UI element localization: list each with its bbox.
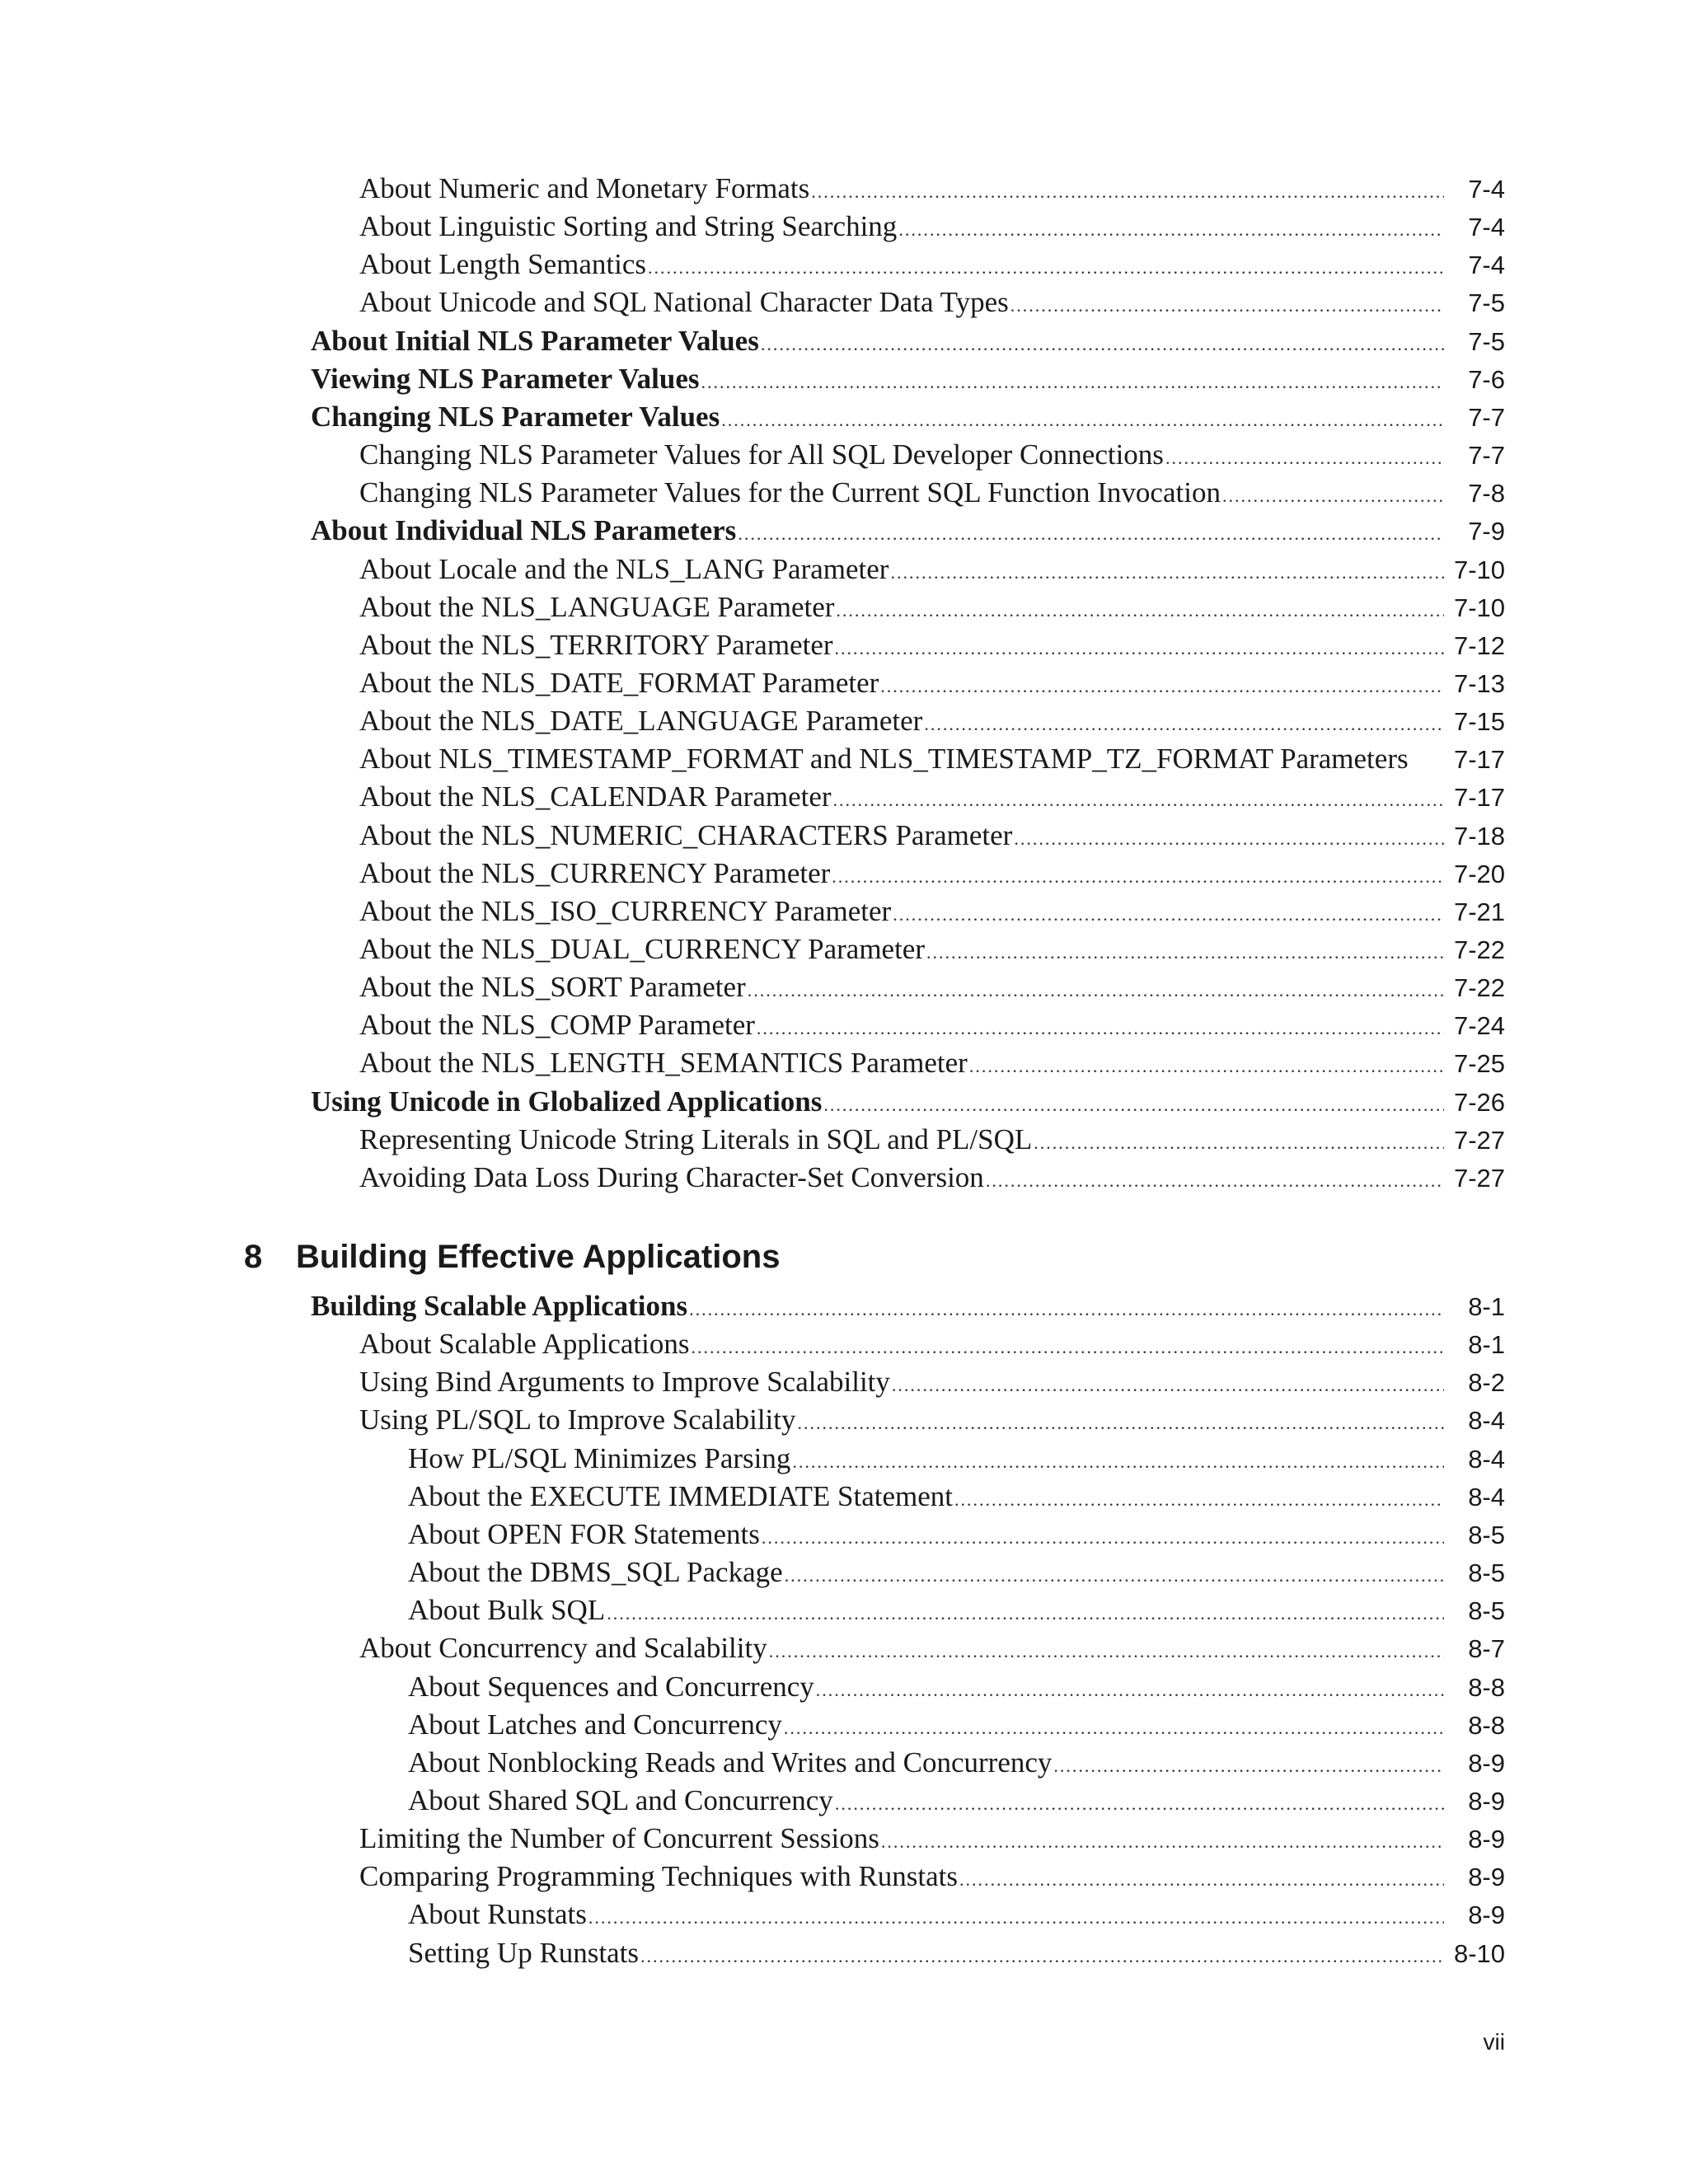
toc-entry[interactable] — [0, 246, 1688, 284]
toc-entry[interactable] — [0, 1896, 1688, 1933]
toc-entry-page: 7-5 — [1468, 326, 1505, 356]
toc-entry[interactable] — [0, 1478, 1688, 1516]
dot-leader — [785, 1557, 1444, 1595]
toc-entry[interactable] — [0, 626, 1688, 664]
toc-entry-title: About Nonblocking Reads and Writes and Concurrency — [408, 1746, 1053, 1779]
toc-entry-page: 7-26 — [1453, 1087, 1505, 1117]
toc-entry-page: 8-8 — [1468, 1710, 1505, 1740]
dot-leader — [798, 1404, 1445, 1442]
dot-leader — [811, 173, 1444, 211]
toc-entry-page: 7-15 — [1453, 707, 1505, 737]
toc-entry[interactable] — [0, 360, 1688, 398]
dot-leader — [701, 363, 1444, 401]
toc-entry-page: 8-5 — [1468, 1596, 1505, 1626]
dot-leader — [924, 705, 1444, 743]
toc-entry-title: Using Bind Arguments to Improve Scalability — [359, 1366, 890, 1399]
toc-entry[interactable] — [0, 1287, 1688, 1325]
toc-entry-page: 8-9 — [1468, 1786, 1505, 1816]
dot-leader — [898, 211, 1444, 249]
toc-entry-title: About the NLS_LENGTH_SEMANTICS Parameter — [359, 1047, 968, 1080]
dot-leader — [892, 1366, 1444, 1404]
toc-entry[interactable] — [0, 1006, 1688, 1044]
dot-leader — [607, 1595, 1444, 1633]
toc-entry[interactable] — [0, 778, 1688, 816]
toc-entry-page: 7-17 — [1453, 745, 1505, 775]
toc-entry-page: 8-9 — [1468, 1863, 1505, 1892]
toc-entry-title: About the EXECUTE IMMEDIATE Statement — [408, 1479, 954, 1512]
dot-leader — [816, 1671, 1444, 1709]
toc-entry-page: 8-8 — [1468, 1672, 1505, 1702]
dot-leader — [954, 1481, 1444, 1519]
toc-entry-page: 8-4 — [1468, 1444, 1505, 1474]
dot-leader — [738, 515, 1444, 553]
toc-entry-page: 8-9 — [1468, 1900, 1505, 1930]
toc-entry[interactable] — [0, 664, 1688, 702]
dot-leader — [1165, 439, 1444, 477]
toc-entry-title: About the NLS_TERRITORY Parameter — [359, 628, 833, 661]
toc-entry-title: Limiting the Number of Concurrent Sessions — [359, 1822, 879, 1855]
toc-entry[interactable] — [0, 1401, 1688, 1439]
toc-entry[interactable] — [0, 930, 1688, 968]
dot-leader — [823, 1086, 1444, 1124]
dot-leader — [1034, 1124, 1444, 1162]
toc-entry-page: 7-27 — [1453, 1163, 1505, 1193]
footer-page-number: vii — [1483, 2029, 1505, 2055]
toc-entry-title: Avoiding Data Loss During Character-Set Conversion — [359, 1160, 984, 1193]
toc-entry-page: 7-4 — [1468, 213, 1505, 242]
dot-leader — [986, 1162, 1444, 1200]
toc-entry-title: About the NLS_LANGUAGE Parameter — [359, 590, 835, 623]
toc-entry[interactable] — [0, 512, 1688, 550]
toc-entry-page: 7-10 — [1453, 555, 1505, 584]
toc-entry[interactable] — [0, 474, 1688, 512]
dot-leader — [959, 1861, 1444, 1899]
toc-entry-page: 7-5 — [1468, 288, 1505, 318]
dot-leader — [721, 401, 1444, 439]
toc-entry-title: Representing Unicode String Literals in SQL and PL/SQL — [359, 1122, 1033, 1155]
toc-entry-title: Using PL/SQL to Improve Scalability — [359, 1404, 796, 1436]
toc-entry-page: 8-4 — [1468, 1482, 1505, 1511]
toc-entry[interactable] — [0, 1934, 1688, 1972]
toc-entry[interactable] — [0, 588, 1688, 626]
toc-entry-title: About the NLS_SORT Parameter — [359, 971, 746, 1004]
dot-leader — [833, 781, 1444, 819]
toc-entry-page: 7-25 — [1453, 1049, 1505, 1079]
dot-leader — [1222, 477, 1444, 515]
toc-entry[interactable] — [0, 1858, 1688, 1896]
toc-entry-title: About Shared SQL and Concurrency — [408, 1783, 833, 1816]
toc-entry-title: About the NLS_DUAL_CURRENCY Parameter — [359, 933, 925, 965]
toc-entry-title: Changing NLS Parameter Values for All SQL Developer Connections — [359, 438, 1164, 471]
dot-leader — [691, 1329, 1444, 1366]
toc-entry-page: 8-4 — [1468, 1406, 1505, 1436]
toc-entry-title: About Concurrency and Scalability — [359, 1632, 767, 1665]
toc-entry-title: Building Scalable Applications — [311, 1290, 688, 1322]
dot-leader — [1014, 820, 1444, 858]
toc-entry[interactable] — [0, 322, 1688, 360]
toc-entry-title: About the DBMS_SQL Package — [408, 1556, 783, 1589]
toc-entry[interactable] — [0, 551, 1688, 588]
toc-entry-page: 7-9 — [1468, 517, 1505, 546]
dot-leader — [792, 1443, 1444, 1481]
toc-entry-title: About the NLS_COMP Parameter — [359, 1009, 755, 1042]
dot-leader — [969, 1047, 1444, 1085]
toc-entry-title: About the NLS_NUMERIC_CHARACTERS Parameter — [359, 818, 1013, 851]
toc-entry-page: 8-9 — [1468, 1748, 1505, 1778]
toc-entry[interactable] — [0, 702, 1688, 740]
toc-entry-page: 7-7 — [1468, 402, 1505, 432]
toc-entry-page: 7-6 — [1468, 364, 1505, 394]
toc-entry-page: 8-5 — [1468, 1558, 1505, 1588]
toc-entry[interactable] — [0, 1782, 1688, 1820]
toc-entry[interactable] — [0, 1325, 1688, 1363]
dot-leader — [881, 1823, 1444, 1861]
toc-entry-title: About Unicode and SQL National Character Data Types — [359, 286, 1009, 319]
toc-entry-page: 8-10 — [1453, 1938, 1505, 1968]
toc-entry-page: 7-13 — [1453, 668, 1505, 698]
toc-entry-title: About the NLS_DATE_LANGUAGE Parameter — [359, 705, 923, 738]
dot-leader — [762, 1519, 1444, 1557]
chapter-number: 8 — [244, 1239, 263, 1275]
toc-entry[interactable] — [0, 1159, 1688, 1197]
toc-entry-page: 8-1 — [1468, 1292, 1505, 1321]
toc-entry[interactable] — [0, 1668, 1688, 1706]
toc-entry-page: 7-8 — [1468, 479, 1505, 509]
toc-entry-title: About Individual NLS Parameters — [311, 514, 737, 547]
chapter-title: Building Effective Applications — [296, 1239, 781, 1275]
toc-entry-page: 7-4 — [1468, 175, 1505, 204]
toc-entry-title: How PL/SQL Minimizes Parsing — [408, 1441, 791, 1474]
toc-entry-page: 7-17 — [1453, 783, 1505, 813]
toc-entry-title: About Sequences and Concurrency — [408, 1670, 814, 1703]
toc-entry-title: Changing NLS Parameter Values for the Current SQL Function Invocation — [359, 476, 1221, 509]
toc-entry[interactable] — [0, 208, 1688, 246]
toc-entry-page: 8-5 — [1468, 1520, 1505, 1549]
toc-entry-page: 8-7 — [1468, 1634, 1505, 1664]
toc-entry-title: About Bulk SQL — [408, 1594, 606, 1627]
toc-entry-page: 8-1 — [1468, 1330, 1505, 1360]
toc-entry-page: 7-22 — [1453, 973, 1505, 1003]
toc-entry-page: 7-21 — [1453, 897, 1505, 926]
dot-leader — [926, 934, 1444, 972]
toc-entry-page: 7-22 — [1453, 935, 1505, 964]
toc-entry-title: Changing NLS Parameter Values — [311, 400, 720, 433]
toc-entry[interactable] — [0, 1820, 1688, 1858]
toc-entry-title: Viewing NLS Parameter Values — [311, 362, 700, 395]
toc-entry[interactable] — [0, 968, 1688, 1006]
toc-entry[interactable] — [0, 1744, 1688, 1782]
toc-entry-title: About the NLS_CURRENCY Parameter — [359, 856, 831, 889]
toc-entry-page: 7-7 — [1468, 441, 1505, 471]
toc-entry-page: 7-4 — [1468, 251, 1505, 280]
toc-entry-title: About Linguistic Sorting and String Searching — [359, 210, 898, 243]
toc-entry[interactable] — [0, 170, 1688, 208]
toc-entry[interactable] — [0, 893, 1688, 930]
toc-entry[interactable] — [0, 284, 1688, 321]
toc-entry-title: About NLS_TIMESTAMP_FORMAT and NLS_TIMESTAMP_TZ_FORMAT Parameters — [359, 743, 1409, 776]
toc-entry[interactable] — [0, 1554, 1688, 1591]
dot-leader — [648, 249, 1444, 287]
toc-entry-page: 7-10 — [1453, 593, 1505, 622]
toc-entry[interactable] — [0, 1363, 1688, 1401]
toc-entry-title: About Runstats — [408, 1898, 587, 1931]
toc-entry-page: 7-12 — [1453, 630, 1505, 660]
toc-entry-page: 8-9 — [1468, 1825, 1505, 1854]
toc-entry[interactable] — [0, 398, 1688, 436]
toc-entry[interactable] — [0, 740, 1688, 778]
dot-leader — [836, 592, 1444, 630]
toc-entry-title: About the NLS_DATE_FORMAT Parameter — [359, 666, 879, 699]
toc-entry[interactable] — [0, 1083, 1688, 1121]
toc-entry-page: 7-18 — [1453, 821, 1505, 851]
dot-leader — [689, 1291, 1444, 1329]
dot-leader — [748, 972, 1444, 1010]
toc-entry[interactable] — [0, 1629, 1688, 1667]
toc-entry[interactable] — [0, 1516, 1688, 1554]
toc-entry-title: About OPEN FOR Statements — [408, 1517, 760, 1550]
toc-entry[interactable] — [0, 1706, 1688, 1744]
toc-entry[interactable] — [0, 1121, 1688, 1159]
toc-entry[interactable] — [0, 1440, 1688, 1478]
dot-leader — [893, 896, 1444, 934]
dot-leader — [761, 326, 1444, 363]
toc-entry-title: About Length Semantics — [359, 248, 647, 281]
toc-entry[interactable] — [0, 855, 1688, 893]
dot-leader — [1010, 287, 1444, 325]
toc-entry-title: Setting Up Runstats — [408, 1936, 640, 1969]
toc-entry-page: 8-2 — [1468, 1368, 1505, 1398]
dot-leader — [890, 554, 1444, 592]
toc-entry-title: About the NLS_ISO_CURRENCY Parameter — [359, 894, 892, 927]
toc-entry-title: Comparing Programming Techniques with Runstats — [359, 1860, 959, 1893]
toc-entry-title: About Scalable Applications — [359, 1328, 690, 1361]
dot-leader — [1053, 1747, 1444, 1785]
toc-entry-page: 7-20 — [1453, 859, 1505, 888]
dot-leader — [784, 1709, 1444, 1747]
chapter-heading — [244, 1232, 780, 1282]
toc-entry-title: About Numeric and Monetary Formats — [359, 172, 810, 204]
toc-entry-title: About Locale and the NLS_LANG Parameter — [359, 552, 889, 585]
toc-entry-title: About Initial NLS Parameter Values — [311, 324, 759, 357]
toc-entry[interactable] — [0, 817, 1688, 855]
dot-leader — [835, 630, 1444, 668]
dot-leader — [769, 1633, 1444, 1671]
toc-entry-page: 7-24 — [1453, 1011, 1505, 1041]
toc-entry-title: Using Unicode in Globalized Applications — [311, 1085, 823, 1118]
toc-entry-title: About the NLS_CALENDAR Parameter — [359, 780, 832, 813]
dot-leader — [832, 858, 1444, 896]
dot-leader — [880, 668, 1444, 705]
dot-leader — [757, 1010, 1444, 1047]
dot-leader — [835, 1785, 1444, 1823]
dot-leader — [588, 1899, 1444, 1937]
dot-leader — [640, 1938, 1444, 1975]
toc-entry-page: 7-27 — [1453, 1125, 1505, 1155]
toc-entry-title: About Latches and Concurrency — [408, 1708, 782, 1741]
toc-entry[interactable] — [0, 436, 1688, 474]
toc-entry[interactable] — [0, 1591, 1688, 1629]
toc-entry[interactable] — [0, 1044, 1688, 1082]
